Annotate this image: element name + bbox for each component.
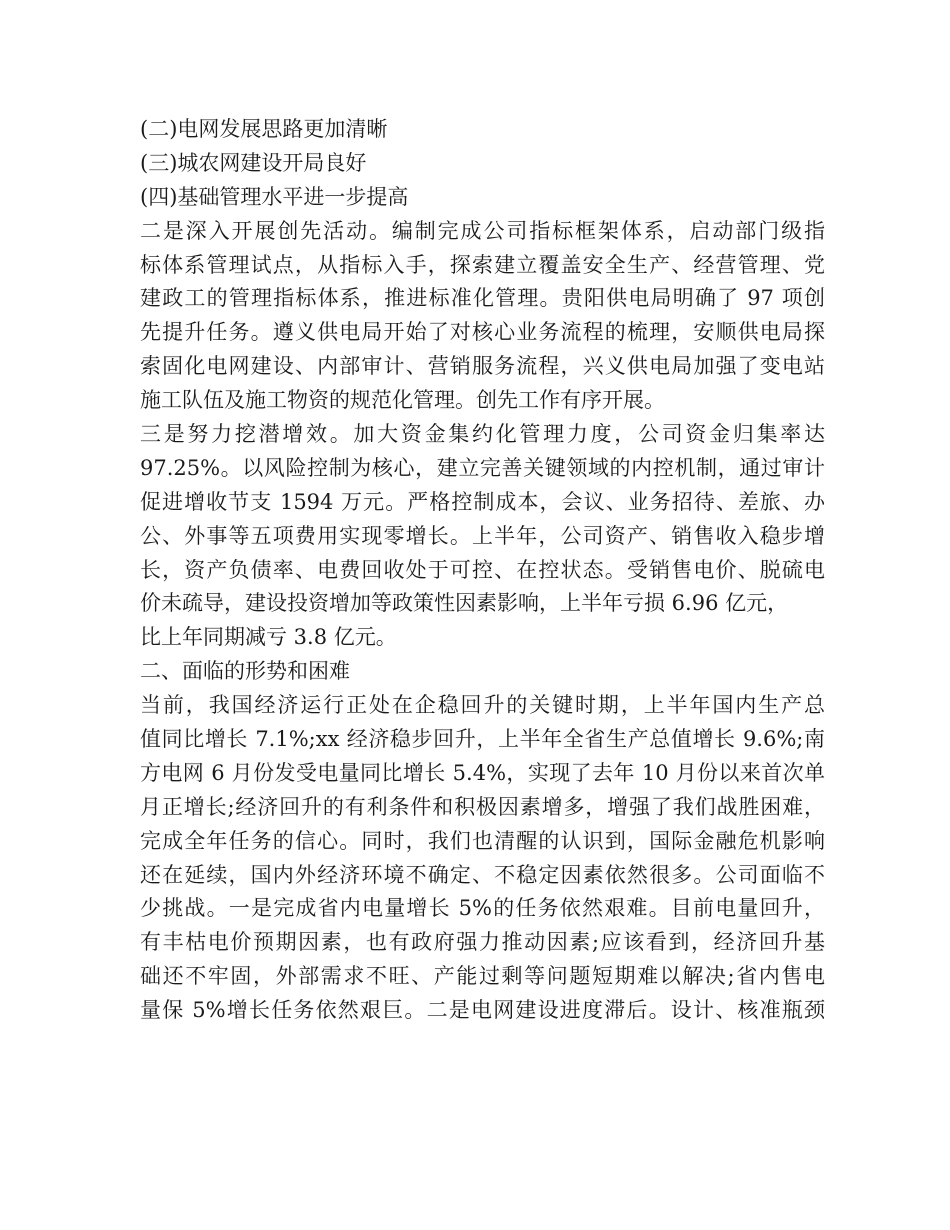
text-line: (四)基础管理水平进一步提高 [140, 184, 409, 209]
text-line: 施工队伍及施工物资的规范化管理。创先工作有序开展。 [140, 388, 665, 413]
text-line: 比上年同期减亏 3.8 亿元。 [140, 625, 397, 650]
text-line: (三)城农网建设开局良好 [140, 150, 367, 175]
text-line: 建政工的管理指标体系，推进标准化管理。贵阳供电局明确了 97 项创 [140, 286, 825, 311]
text-line: 标体系管理试点，从指标入手，探索建立覆盖安全生产、经营管理、党 [140, 252, 825, 277]
text-line: 97.25%。以风险控制为核心，建立完善关键领域的内控机制，通过审计 [140, 455, 825, 480]
text-line: 先提升任务。遵义供电局开始了对核心业务流程的梳理，安顺供电局探 [140, 320, 825, 345]
text-line: 长，资产负债率、电费回收处于可控、在控状态。受销售电价、脱硫电 [140, 557, 825, 582]
text-line: 少挑战。一是完成省内电量增长 5%的任务依然艰难。目前电量回升， [140, 896, 825, 921]
text-line: 二、面临的形势和困难 [140, 659, 350, 684]
text-line: 方电网 6 月份发受电量同比增长 5.4%，实现了去年 10 月份以来首次单 [140, 760, 825, 785]
document-body [140, 113, 825, 1028]
text-line: 二是深入开展创先活动。编制完成公司指标框架体系，启动部门级指 [140, 218, 825, 243]
text-line: 量保 5%增长任务依然艰巨。二是电网建设进度滞后。设计、核准瓶颈 [140, 998, 825, 1023]
text-line: 价未疏导，建设投资增加等政策性因素影响，上半年亏损 6.96 亿元， [140, 591, 789, 616]
text-line: 公、外事等五项费用实现零增长。上半年，公司资产、销售收入稳步增 [140, 523, 825, 548]
text-line: 有丰枯电价预期因素，也有政府强力推动因素;应该看到，经济回升基 [140, 930, 825, 955]
text-line: 月正增长;经济回升的有利条件和积极因素增多，增强了我们战胜困难， [140, 794, 825, 819]
text-line: 还在延续，国内外经济环境不确定、不稳定因素依然很多。公司面临不 [140, 862, 825, 887]
text-line: 促进增收节支 1594 万元。严格控制成本，会议、业务招待、差旅、办 [140, 489, 825, 514]
text-line: (二)电网发展思路更加清晰 [140, 117, 388, 141]
text-line: 索固化电网建设、内部审计、营销服务流程，兴义供电局加强了变电站 [140, 354, 825, 379]
text-line: 值同比增长 7.1%;xx 经济稳步回升，上半年全省生产总值增长 9.6%;南 [140, 727, 825, 752]
text-line: 三是努力挖潜增效。加大资金集约化管理力度，公司资金归集率达 [140, 422, 825, 447]
text-line: 当前，我国经济运行正处在企稳回升的关键时期，上半年国内生产总 [140, 693, 825, 718]
text-line: 础还不牢固，外部需求不旺、产能过剩等问题短期难以解决;省内售电 [140, 964, 825, 989]
text-line: 完成全年任务的信心。同时，我们也清醒的认识到，国际金融危机影响 [140, 828, 825, 853]
